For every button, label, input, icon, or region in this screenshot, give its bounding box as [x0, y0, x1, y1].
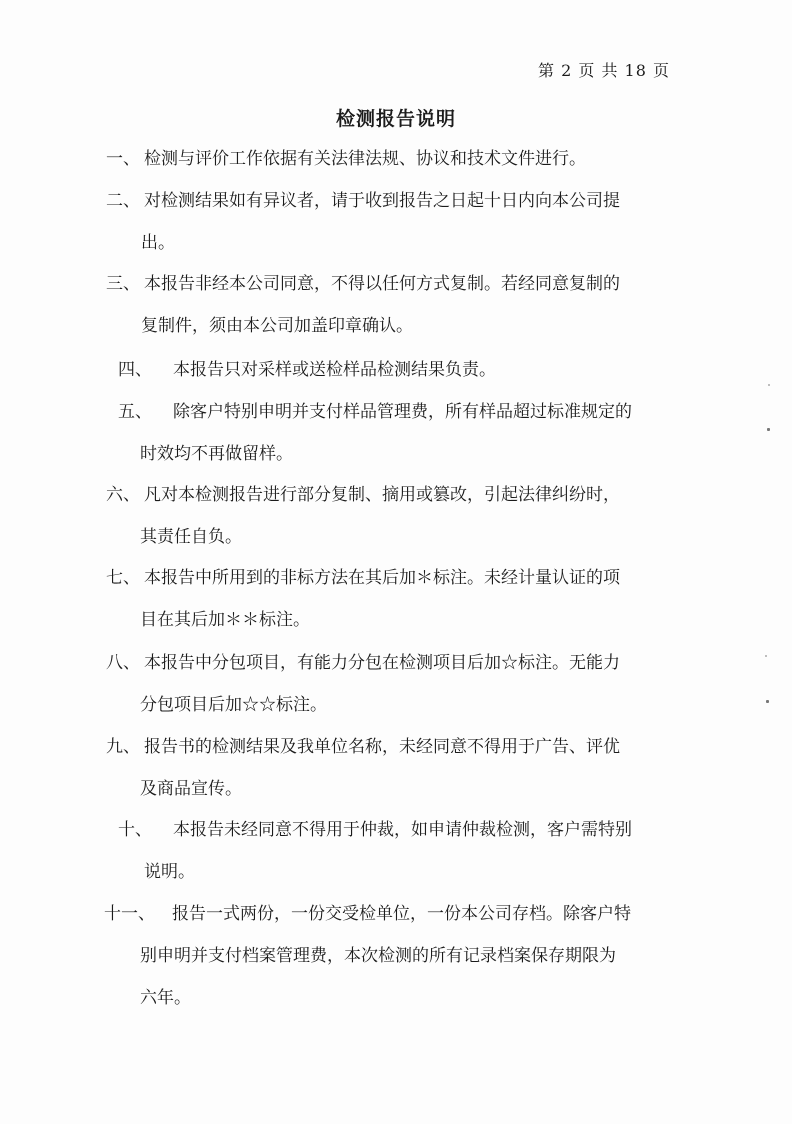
clause-line: 说明。	[144, 862, 195, 882]
clause-number: 二、	[106, 191, 140, 211]
scan-speck	[765, 655, 767, 657]
clause-line: 本报告中所用到的非标方法在其后加＊标注。未经计量认证的项	[144, 568, 620, 588]
clause-line: 报告一式两份，一份交受检单位，一份本公司存档。除客户特	[172, 904, 631, 924]
clause-number: 九、	[106, 737, 140, 757]
clause-line: 及商品宣传。	[140, 779, 242, 799]
clause-number: 十、	[118, 820, 152, 840]
clause-line: 其责任自负。	[140, 527, 242, 547]
clause-line: 对检测结果如有异议者，请于收到报告之日起十日内向本公司提	[144, 191, 620, 211]
scan-speck	[767, 428, 770, 431]
clause-line: 分包项目后加☆☆标注。	[140, 695, 327, 715]
clause-line: 出。	[141, 233, 175, 253]
clause-number: 五、	[118, 402, 152, 422]
page-number: 第 2 页 共 18 页	[538, 61, 670, 80]
scan-speck	[766, 700, 769, 703]
clause-line: 本报告未经同意不得用于仲裁，如申请仲裁检测，客户需特别	[173, 820, 632, 840]
clause-number: 六、	[106, 485, 140, 505]
clause-line: 时效均不再做留样。	[140, 444, 293, 464]
clause-number: 四、	[118, 360, 152, 380]
clause-number: 三、	[106, 274, 140, 294]
clause-line: 本报告非经本公司同意，不得以任何方式复制。若经同意复制的	[144, 274, 620, 294]
clause-line: 别申明并支付档案管理费，本次检测的所有记录档案保存期限为	[140, 946, 616, 966]
clause-number: 十一、	[104, 904, 155, 924]
clause-line: 本报告中分包项目，有能力分包在检测项目后加☆标注。无能力	[144, 653, 620, 673]
clause-number: 七、	[106, 568, 140, 588]
page-title: 检测报告说明	[335, 108, 456, 130]
clause-number: 八、	[106, 653, 140, 673]
clause-line: 六年。	[140, 988, 191, 1008]
clause-number: 一、	[106, 149, 140, 169]
scan-speck	[768, 384, 770, 386]
clause-line: 本报告只对采样或送检样品检测结果负责。	[173, 360, 496, 380]
clause-line: 目在其后加＊＊标注。	[140, 610, 310, 630]
clause-line: 除客户特别申明并支付样品管理费，所有样品超过标准规定的	[173, 402, 632, 422]
clause-line: 检测与评价工作依据有关法律法规、协议和技术文件进行。	[144, 149, 586, 169]
clause-line: 复制件，须由本公司加盖印章确认。	[141, 316, 413, 336]
clause-line: 报告书的检测结果及我单位名称，未经同意不得用于广告、评优	[144, 737, 620, 757]
clause-line: 凡对本检测报告进行部分复制、摘用或篡改，引起法律纠纷时，	[144, 485, 620, 505]
